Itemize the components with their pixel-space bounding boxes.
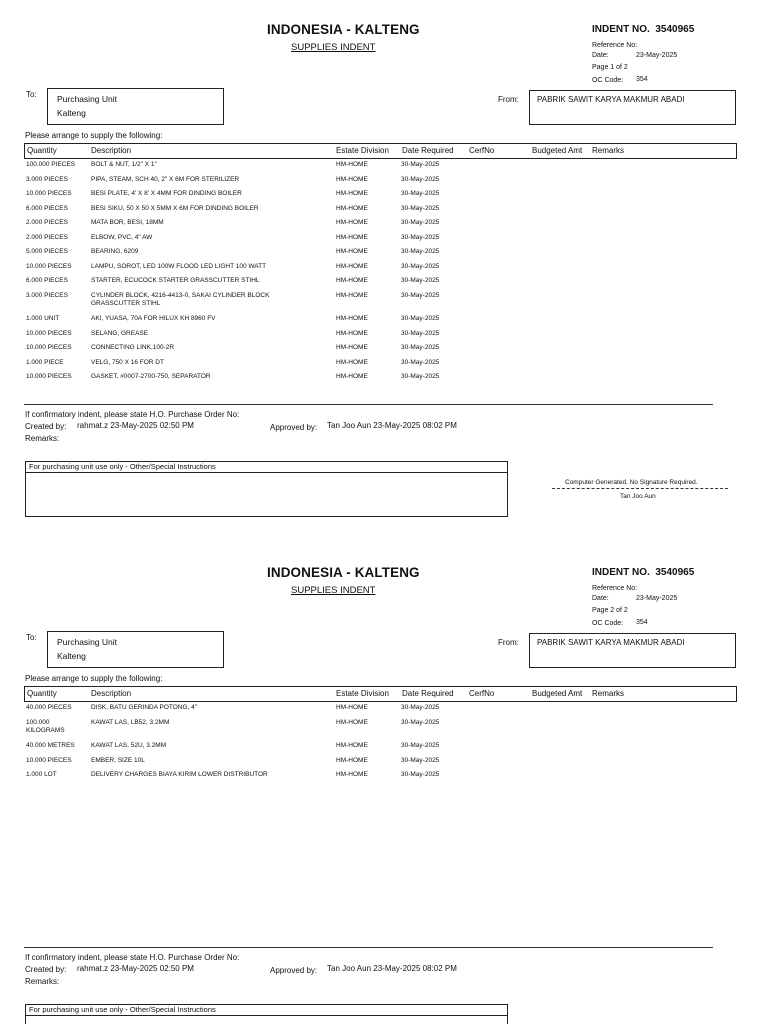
document-title: INDONESIA - KALTENG (267, 565, 420, 580)
row-estate-division: HM-HOME (336, 262, 368, 270)
row-estate-division: HM-HOME (336, 233, 368, 241)
row-date-required: 30-May-2025 (401, 161, 440, 168)
table-row (26, 704, 736, 719)
row-quantity: 1.000 PIECE (26, 358, 64, 366)
row-quantity: 10.000 PIECES (26, 262, 72, 270)
items-table-header (24, 686, 737, 702)
signature-name: Tan Joo Aun (620, 493, 656, 500)
footer-divider (24, 404, 713, 405)
reference-label: Reference No: (592, 42, 638, 49)
row-quantity: 2.000 PIECES (26, 233, 68, 241)
row-estate-division: HM-HOME (336, 358, 368, 366)
remarks-label: Remarks: (25, 977, 60, 986)
indent-number: INDENT NO. 3540965 (592, 24, 695, 35)
row-description: CONNECTING LINK,100-2R (91, 344, 175, 351)
created-label: Created by: (25, 422, 67, 431)
oc-code-label: OC Code: (592, 620, 624, 627)
table-row (26, 205, 736, 220)
col-description: Description (91, 146, 132, 155)
to-line-2: Kalteng (57, 651, 86, 661)
col-estate-division: Estate Division (336, 146, 389, 155)
row-estate-division: HM-HOME (336, 175, 368, 183)
row-quantity: 10.000 PIECES (26, 756, 72, 764)
oc-code-value: 354 (636, 76, 648, 83)
created-value: rahmat.z 23-May-2025 02:50 PM (77, 964, 194, 973)
row-estate-division: HM-HOME (336, 329, 368, 337)
table-row (26, 315, 736, 330)
row-date-required: 30-May-2025 (401, 373, 440, 380)
table-row (26, 234, 736, 249)
table-row (26, 373, 736, 388)
row-description: BESI SIKU, 50 X 50 X 5MM X 6M FOR DINDING BOILER (91, 204, 259, 212)
row-date-required: 30-May-2025 (401, 756, 440, 764)
instructions-label: For purchasing unit use only - Other/Special Instructions (26, 462, 507, 473)
col-cerfno: CerfNo (469, 146, 495, 155)
indent-page-2 (0, 543, 768, 1024)
table-row (26, 742, 736, 757)
row-date-required: 30-May-2025 (401, 248, 440, 255)
approved-label: Approved by: (270, 423, 318, 432)
row-quantity: 3.000 PIECES (26, 175, 68, 183)
remarks-label: Remarks: (25, 434, 60, 443)
document-subtitle: SUPPLIES INDENT (291, 585, 376, 596)
row-estate-division: HM-HOME (336, 315, 368, 322)
row-description: AKI, YUASA, 70A FOR HILUX KH 8960 FV (91, 315, 216, 322)
row-date-required: 30-May-2025 (401, 704, 440, 711)
from-box (529, 90, 736, 125)
from-box (529, 633, 736, 668)
table-row (26, 344, 736, 359)
col-estate-division: Estate Division (336, 689, 389, 698)
items-table-header (24, 143, 737, 159)
row-date-required: 30-May-2025 (401, 175, 440, 183)
items-table-body (26, 704, 736, 786)
row-quantity: 1.000 LOT (26, 771, 57, 778)
row-description: DELIVERY CHARGES BIAYA KIRIM LOWER DISTRIBUTOR (91, 771, 268, 778)
row-quantity: 10.000 PIECES (26, 344, 72, 351)
date-label: Date: (592, 52, 609, 59)
table-row (26, 219, 736, 234)
row-quantity: 6.000 PIECES (26, 204, 68, 212)
col-date-required: Date Required (402, 689, 454, 698)
table-row (26, 719, 736, 743)
footer-divider (24, 947, 713, 948)
date-value: 23-May-2025 (636, 595, 678, 602)
row-estate-division: HM-HOME (336, 742, 368, 749)
row-date-required: 30-May-2025 (401, 344, 440, 351)
col-date-required: Date Required (402, 146, 454, 155)
arrange-text: Please arrange to supply the following: (25, 131, 163, 140)
row-quantity: 100.000 KILOGRAMS (26, 718, 65, 734)
instructions-box (25, 461, 508, 517)
row-quantity: 100.000 PIECES (26, 161, 76, 168)
date-label: Date: (592, 595, 609, 602)
oc-code-label: OC Code: (592, 77, 624, 84)
col-budgeted-amt: Budgeted Amt (532, 146, 583, 155)
row-estate-division: HM-HOME (336, 277, 368, 284)
table-row (26, 161, 736, 176)
row-estate-division: HM-HOME (336, 219, 368, 226)
row-estate-division: HM-HOME (336, 190, 368, 197)
row-estate-division: HM-HOME (336, 771, 368, 778)
row-date-required: 30-May-2025 (401, 358, 440, 366)
items-table-body (26, 161, 736, 388)
row-quantity: 10.000 PIECES (26, 373, 72, 380)
row-date-required: 30-May-2025 (401, 204, 440, 212)
col-quantity: Quantity (27, 689, 57, 698)
signature-line (552, 488, 728, 489)
row-description: GASKET, #0007-2700-750, SEPARATOR (91, 373, 211, 380)
to-line-2: Kalteng (57, 108, 86, 118)
to-line-1: Purchasing Unit (57, 94, 118, 104)
document-subtitle: SUPPLIES INDENT (291, 42, 376, 53)
table-row (26, 330, 736, 345)
reference-label: Reference No: (592, 585, 638, 592)
row-description: BESI PLATE, 4' X 8' X 4MM FOR DINDING BOILER (91, 190, 242, 197)
from-label: From: (498, 638, 519, 647)
row-estate-division: HM-HOME (336, 291, 368, 299)
row-date-required: 30-May-2025 (401, 329, 440, 337)
row-date-required: 30-May-2025 (401, 771, 440, 778)
table-row (26, 292, 736, 316)
row-quantity: 5.000 PIECES (26, 248, 68, 255)
from-value: PABRIK SAWIT KARYA MAKMUR ABADI (537, 95, 685, 104)
row-description: BOLT & NUT, 1/2" X 1" (91, 161, 157, 168)
row-date-required: 30-May-2025 (401, 315, 440, 322)
row-description: SELANG, GREASE (91, 329, 149, 337)
row-description: STARTER, ECUCOCK STARTER GRASSCUTTER STIHL (91, 277, 260, 284)
to-box (47, 88, 224, 125)
col-remarks: Remarks (592, 689, 625, 698)
signature-note: Computer Generated. No Signature Required. (565, 479, 698, 486)
confirm-text: If confirmatory indent, please state H.O. Purchase Order No: (25, 410, 240, 419)
row-quantity: 2.000 PIECES (26, 219, 68, 226)
created-value: rahmat.z 23-May-2025 02:50 PM (77, 421, 194, 430)
row-estate-division: HM-HOME (336, 704, 368, 711)
col-budgeted-amt: Budgeted Amt (532, 689, 583, 698)
table-row (26, 263, 736, 278)
row-description: CYLINDER BLOCK, 4216-4413-0, SAKAI CYLINDER BLOCK GRASSCUTTER STIHL (91, 291, 270, 307)
row-description: BEARING, 6209 (91, 248, 139, 255)
row-description: DISK, BATU GERINDA POTONG, 4" (91, 704, 198, 711)
table-row (26, 248, 736, 263)
table-row (26, 190, 736, 205)
row-quantity: 40.000 METRES (26, 742, 75, 749)
row-quantity: 40.000 PIECES (26, 704, 72, 711)
row-estate-division: HM-HOME (336, 248, 368, 255)
row-date-required: 30-May-2025 (401, 233, 440, 241)
row-estate-division: HM-HOME (336, 756, 368, 764)
row-description: KAWAT LAS, 52U, 3.2MM (91, 742, 167, 749)
row-description: LAMPU, SOROT, LED 100W FLOOD LED LIGHT 100 WATT (91, 262, 267, 270)
instructions-box (25, 1004, 508, 1024)
row-date-required: 30-May-2025 (401, 277, 440, 284)
row-estate-division: HM-HOME (336, 718, 368, 726)
to-label: To: (26, 633, 37, 642)
table-row (26, 757, 736, 772)
row-quantity: 6.000 PIECES (26, 277, 68, 284)
row-estate-division: HM-HOME (336, 373, 368, 380)
to-box (47, 631, 224, 668)
row-quantity: 1.000 UNIT (26, 315, 60, 322)
created-label: Created by: (25, 965, 67, 974)
page-label: Page 1 of 2 (592, 64, 628, 71)
row-quantity: 3.000 PIECES (26, 291, 68, 299)
col-description: Description (91, 689, 132, 698)
table-row (26, 771, 736, 786)
approved-label: Approved by: (270, 966, 318, 975)
row-description: KAWAT LAS, LB52, 3.2MM (91, 718, 170, 726)
row-estate-division: HM-HOME (336, 204, 368, 212)
from-value: PABRIK SAWIT KARYA MAKMUR ABADI (537, 638, 685, 647)
confirm-text: If confirmatory indent, please state H.O. Purchase Order No: (25, 953, 240, 962)
approved-value: Tan Joo Aun 23-May-2025 08:02 PM (327, 964, 457, 973)
row-estate-division: HM-HOME (336, 344, 368, 351)
indent-number: INDENT NO. 3540965 (592, 567, 695, 578)
document-title: INDONESIA - KALTENG (267, 22, 420, 37)
col-cerfno: CerfNo (469, 689, 495, 698)
instructions-label: For purchasing unit use only - Other/Special Instructions (26, 1005, 507, 1016)
table-row (26, 359, 736, 374)
row-date-required: 30-May-2025 (401, 219, 440, 226)
arrange-text: Please arrange to supply the following: (25, 674, 163, 683)
row-estate-division: HM-HOME (336, 161, 368, 168)
to-label: To: (26, 90, 37, 99)
row-description: VELG, 750 X 16 FOR DT (91, 358, 164, 366)
row-description: ELBOW, PVC, 4" AW (91, 233, 153, 241)
row-date-required: 30-May-2025 (401, 742, 440, 749)
row-quantity: 10.000 PIECES (26, 190, 72, 197)
row-description: PIPA, STEAM, SCH 40, 2" X 6M FOR STERILIZER (91, 175, 240, 183)
col-remarks: Remarks (592, 146, 625, 155)
row-quantity: 10.000 PIECES (26, 329, 72, 337)
approved-value: Tan Joo Aun 23-May-2025 08:02 PM (327, 421, 457, 430)
page-label: Page 2 of 2 (592, 607, 628, 614)
from-label: From: (498, 95, 519, 104)
row-date-required: 30-May-2025 (401, 718, 440, 726)
row-date-required: 30-May-2025 (401, 190, 440, 197)
row-description: EMBER, SIZE 10L (91, 756, 145, 764)
col-quantity: Quantity (27, 146, 57, 155)
row-date-required: 30-May-2025 (401, 262, 440, 270)
row-description: MATA BOR, BESI, 18MM (91, 219, 164, 226)
table-row (26, 277, 736, 292)
row-date-required: 30-May-2025 (401, 291, 440, 299)
to-line-1: Purchasing Unit (57, 637, 118, 647)
date-value: 23-May-2025 (636, 52, 678, 59)
oc-code-value: 354 (636, 619, 648, 626)
table-row (26, 176, 736, 191)
